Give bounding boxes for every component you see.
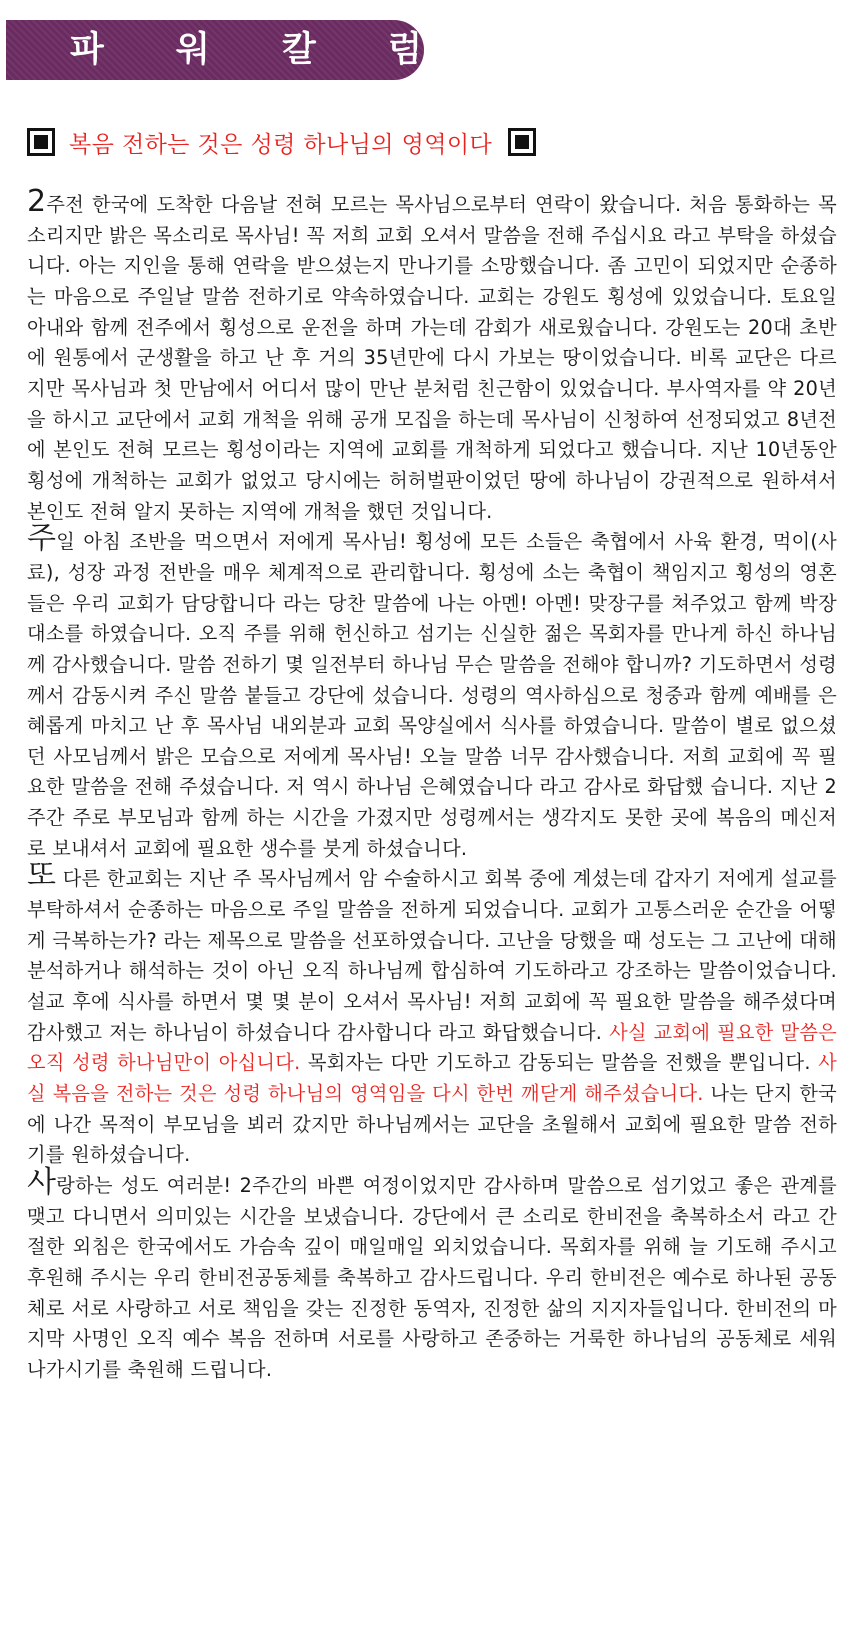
drop-cap: 사 xyxy=(27,1165,57,1200)
drop-cap: 2 xyxy=(27,184,47,219)
paragraph-2 xyxy=(27,521,837,864)
paragraph-1 xyxy=(27,184,837,527)
square-bullet-icon xyxy=(27,128,55,156)
paragraph-text: 랑하는 성도 여러분! 2주간의 바쁜 여정이었지만 감사하며 말씀으로 섬기었고 좋은 관계를 맺고 다니면서 의미있는 시간을 보냈습니다. 강단에서 큰 소리로 한비전을 축복하소서 라고 간절한 외침은 한국에서도 가슴속 깊이 매일매일 외치었습니다. 목회자를 위해 늘 기도해 주시고 후원해 주시는 우리 한비전공동체를 축복하고 감사드립니다. 우리 한비전은 예수로 하나된 공동체로 서로 사랑하고 서로 책임을 갖는 진정한 동역자, 진정한 삶의 지지자들입니다. 한비전의 마지막 사명인 오직 예수 복음 전하며 서로를 사랑하고 존중하는 거룩한 하나님의 공동체로 세워 나가시기를 축원해 드립니다. xyxy=(27,1174,837,1381)
paragraph-4 xyxy=(27,1165,837,1386)
article-body xyxy=(27,184,838,1386)
paragraph-text: 목회자는 다만 기도하고 감동되는 말씀을 전했을 뿐입니다. xyxy=(300,1051,819,1075)
article-subtitle xyxy=(27,126,536,158)
paragraph-text: 나는 단지 한국에 나간 목적이 부모님을 뵈러 갔지만 하나님께서는 교단을 초월해서 교회에 필요한 말씀 전하기를 원하셨습니다. xyxy=(27,1082,837,1167)
banner-title: 파 워 칼 럼 xyxy=(70,30,452,70)
drop-cap: 또 xyxy=(27,858,57,894)
paragraph-3 xyxy=(27,858,838,1171)
paragraph-text: 주전 한국에 도착한 다음날 전혀 모르는 목사님으로부터 연락이 왔습니다. 처음 통화하는 목소리지만 밝은 목소리로 목사님! 꼭 저희 교회 오셔서 말씀을 전해 주십시요 라고 부탁을 하셨습니다. 아는 지인을 통해 연락을 받으셨는지 만나기를 소망했습니다. 좀 고민이 되었지만 순종하는 마음으로 주일날 말씀 전하기로 약속하였습니다. 교회는 강원도 횡성에 있었습니다. 토요일 아내와 함께 전주에서 횡성으로 운전을 하며 가는데 감회가 새로웠습니다. 강원도는 20대 초반에 원통에서 군생활을 하고 난 후 거의 35년만에 다시 가보는 땅이었습니다. 비록 교단은 다르지만 목사님과 첫 만남에서 어디서 많이 만난 분처럼 친근함이 있었습니다. 부사역자를 약 20년을 하시고 교단에서 교회 개척을 위해 공개 모집을 하는데 목사님이 신청하여 선정되었고 8년전에 본인도 전혀 모르는 횡성이라는 지역에 교회를 개척하게 되었다고 했습니다. 지난 10년동안 횡성에 개척하는 교회가 없었고 당시에는 허허벌판이었던 땅에 하나님이 강권적으로 원하셔서 본인도 전혀 알지 못하는 지역에 개척을 했던 것입니다. xyxy=(27,193,837,523)
highlight-text: 사실 복음을 전하는 것은 성령 하나님의 영역임을 다시 한번 깨닫게 해주셨습니다. xyxy=(27,1051,838,1106)
column-banner xyxy=(6,20,452,80)
drop-cap: 주 xyxy=(27,521,57,557)
paragraph-text: 일 아침 조반을 먹으면서 저에게 목사님! 횡성에 모든 소들은 축협에서 사육 환경, 먹이(사료), 성장 과정 전반을 매우 체계적으로 관리합니다. 횡성에 소는 축협이 책임지고 횡성의 영혼들은 우리 교회가 담당합니다 라는 당찬 말씀에 나는 아멘! 아멘! 맞장구를 쳐주었고 함께 박장대소를 하였습니다. 오직 주를 위해 헌신하고 섬기는 신실한 젊은 목회자를 만나게 하신 하나님께 감사했습니다. 말씀 전하기 몇 일전부터 하나님 무슨 말씀을 전해야 합니까? 기도하면서 성령께서 감동시켜 주신 말씀 붙들고 강단에 섰습니다. 성령의 역사하심으로 청중과 함께 예배를 은혜롭게 마치고 난 후 목사님 내외분과 교회 목양실에서 식사를 하였습니다. 말씀이 별로 없으셨던 사모님께서 밝은 모습으로 저에게 목사님! 오늘 말씀 너무 감사했습니다. 저희 교회에 꼭 필요한 말씀을 전해 주셨습니다. 저 역시 하나님 은혜였습니다 라고 감사로 화답했 습니다. 지난 2주간 주로 부모님과 함께 하는 시간을 가졌지만 성령께서는 생각지도 못한 곳에 복음의 메신저로 보내셔서 교회에 필요한 생수를 붓게 하셨습니다. xyxy=(27,530,837,860)
highlight-text: 사실 교회에 필요한 말씀은 오직 성령 하나님만이 아십니다. xyxy=(27,1020,838,1075)
square-bullet-icon xyxy=(508,128,536,156)
subtitle-text: 복음 전하는 것은 성령 하나님의 영역이다 xyxy=(69,131,493,158)
paragraph-text: 다른 한교회는 지난 주 목사님께서 암 수술하시고 회복 중에 계셨는데 갑자기 저에게 설교를 부탁하셔서 순종하는 마음으로 주일 말씀을 전하게 되었습니다. 교회가 고통스러운 순간을 어떻게 극복하는가? 라는 제목으로 말씀을 선포하였습니다. 고난을 당했을 때 성도는 그 고난에 대해 분석하거나 해석하는 것이 아닌 오직 하나님께 합심하여 기도하라고 강조하는 말씀이었습니다. 설교 후에 식사를 하면서 몇 몇 분이 오셔서 목사님! 저희 교회에 꼭 필요한 말씀을 해주셨다며 감사했고 저는 하나님이 하셨습니다 감사합니다 라고 화답했습니다. xyxy=(27,867,837,1044)
